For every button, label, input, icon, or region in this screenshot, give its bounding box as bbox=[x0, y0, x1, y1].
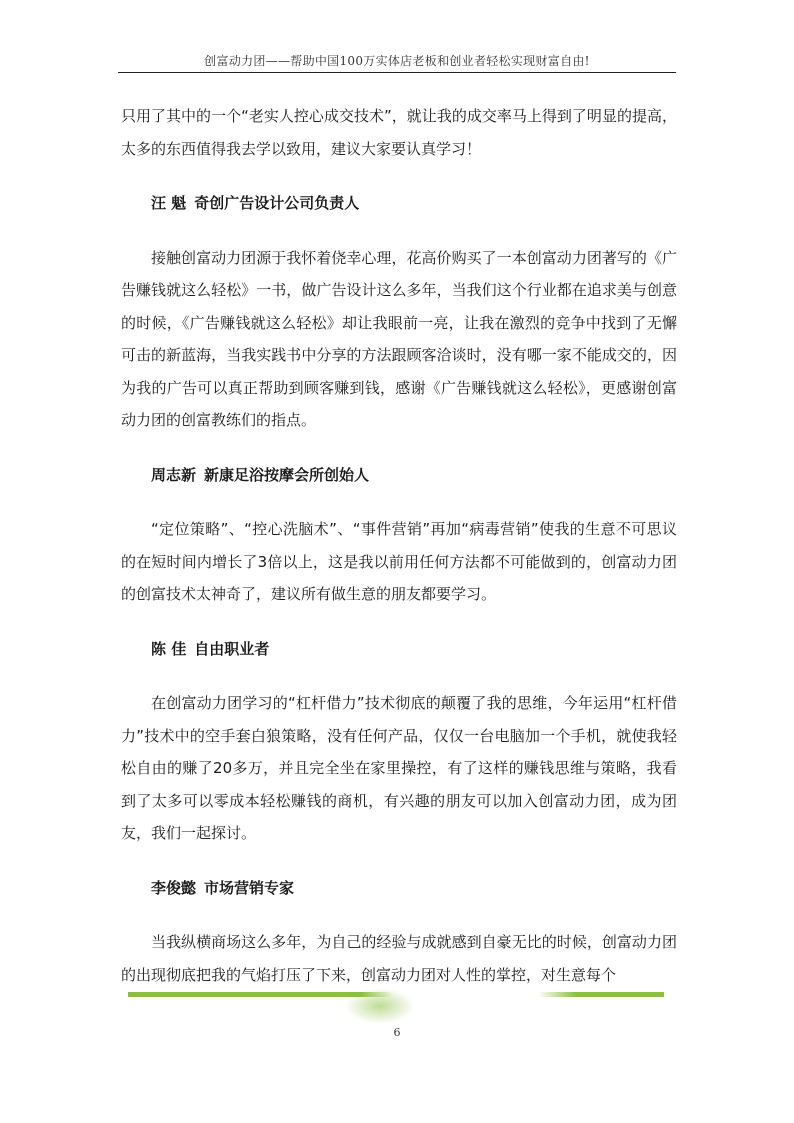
author-name: 汪 魁 bbox=[151, 194, 187, 212]
testimonial-author bbox=[121, 187, 677, 220]
author-name: 陈 佳 bbox=[151, 639, 187, 658]
testimonial-author bbox=[121, 459, 677, 492]
footer-decoration-glow bbox=[345, 988, 415, 1024]
author-role: 奇创广告设计公司负责人 bbox=[194, 194, 360, 212]
author-role: 市场营销专家 bbox=[204, 878, 295, 897]
testimonial-text: 接触创富动力团源于我怀着侥幸心理，花高价购买了一本创富动力团著写的《广告赚钱就这么轻松》一书，做广告设计这么多年，当我们这个行业都在追求美与创意的时候，《广告赚钱就这么轻松》却让我眼前一亮，让我在激烈的竞争中找到了无懈可击的新蓝海，当我实践书中分享的方法跟顾客洽谈时，没有哪一家不能成交的，因为我的广告可以真正帮助到顾客赚到钱，感谢《广告赚钱就这么轻松》，更感谢创富动力团的创富教练们的指点。 bbox=[121, 248, 677, 429]
page-body bbox=[121, 100, 677, 991]
testimonial-text: 当我纵横商场这么多年，为自己的经验与成就感到自豪无比的时候，创富动力团的出现彻底把我的气焰打压了下来，创富动力团对人性的掌控，对生意每个 bbox=[121, 933, 677, 984]
author-name: 周志新 bbox=[151, 465, 197, 484]
running-header: 创富动力团——帮助中国100万实体店老板和创业者轻松实现财富自由! bbox=[204, 54, 590, 68]
author-name: 李俊懿 bbox=[151, 878, 197, 897]
testimonial-author bbox=[121, 633, 677, 666]
testimonial-author bbox=[121, 872, 677, 905]
testimonial-text: 在创富动力团学习的“杠杆借力”技术彻底的颠覆了我的思维，今年运用“杠杆借力”技术中的空手套白狼策略，没有任何产品，仅仅一台电脑加一个手机，就使我轻松自由的赚了20多万，并且完全坐在家里操控，有了这样的赚钱思维与策略，我看到了太多可以零成本轻松赚钱的商机，有兴趣的朋友可以加入创富动力团，成为团友，我们一起探讨。 bbox=[121, 694, 677, 842]
page-number: 6 bbox=[393, 1026, 401, 1039]
intro-paragraph: 只用了其中的一个“老实人控心成交技术”，就让我的成交率马上得到了明显的提高，太多的东西值得我去学以致用，建议大家要认真学习！ bbox=[121, 107, 677, 158]
footer-decoration-right bbox=[538, 992, 664, 997]
header-divider bbox=[118, 72, 676, 73]
author-role: 新康足浴按摩会所创始人 bbox=[204, 465, 370, 484]
testimonial-text: “定位策略”、“控心洗脑术”、“事件营销”再加“病毒营销”使我的生意不可思议的在短时间内增长了3倍以上，这是我以前用任何方法都不可能做到的，创富动力团的创富技术太神奇了，建议所有做生意的朋友都要学习。 bbox=[121, 520, 677, 603]
author-role: 自由职业者 bbox=[194, 639, 270, 658]
